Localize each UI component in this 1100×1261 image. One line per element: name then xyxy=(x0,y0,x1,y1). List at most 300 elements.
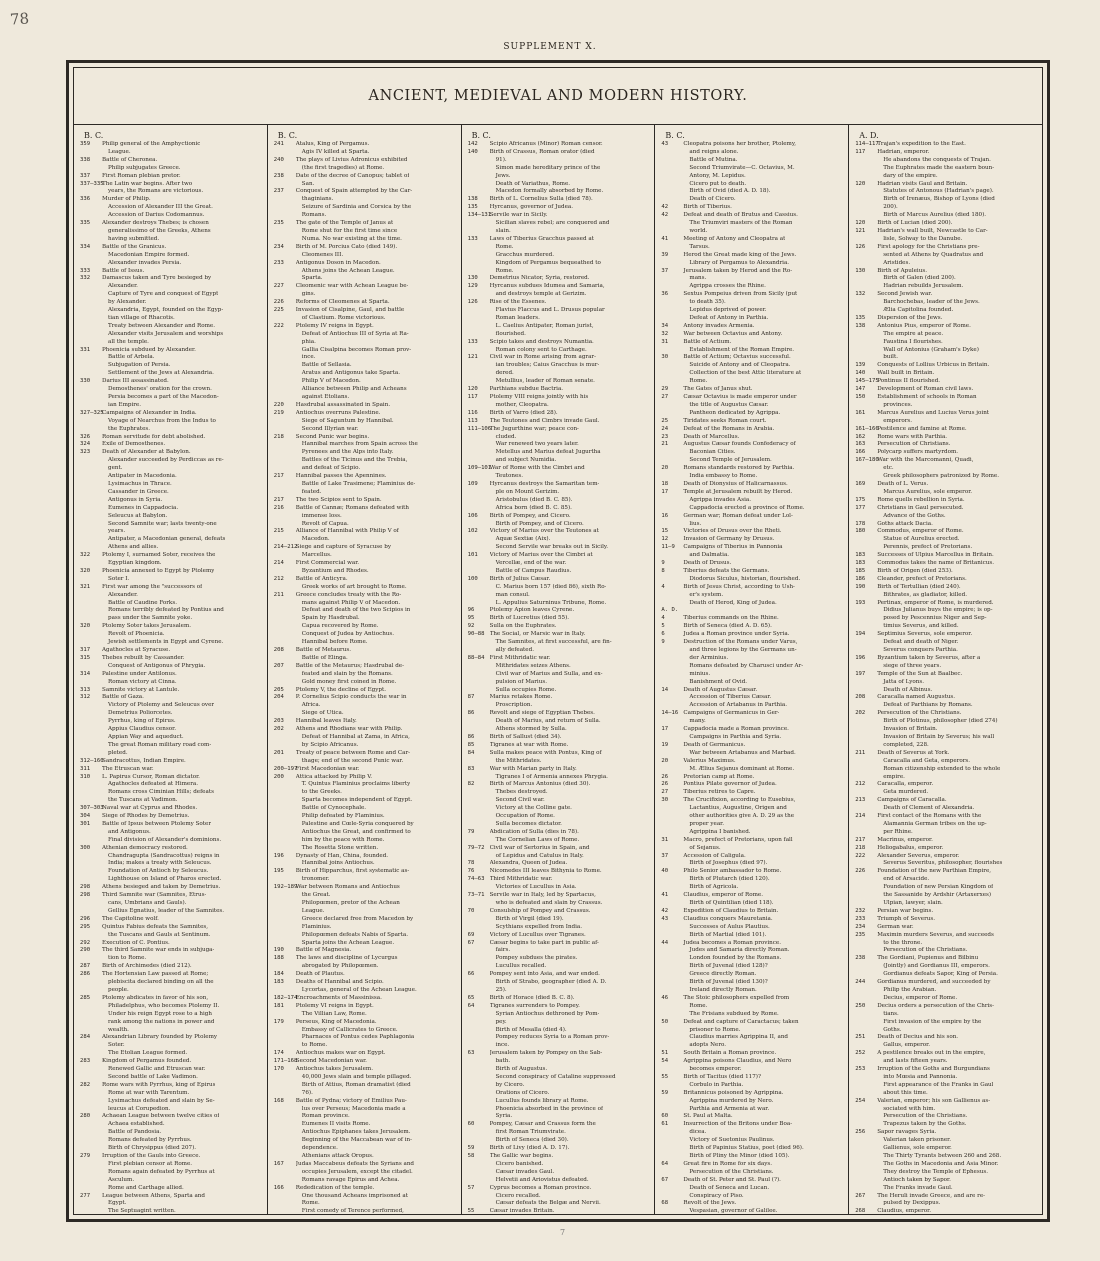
timeline-entry xyxy=(661,979,843,987)
entry-text: First plebian censor at Rome. xyxy=(108,1160,193,1167)
entry-text: feated. xyxy=(301,488,322,495)
entry-text: Seleucus at Babylon. xyxy=(108,512,168,519)
entry-year xyxy=(80,536,102,544)
entry-text: Victory of Marius over the Cimbri at xyxy=(489,552,593,559)
entry-year: 335 xyxy=(80,220,91,227)
timeline-entry xyxy=(80,291,262,299)
timeline-entry xyxy=(855,623,1037,631)
entry-year xyxy=(274,354,296,362)
entry-year xyxy=(661,647,683,655)
entry-year: 218 xyxy=(855,844,866,851)
timeline-entry xyxy=(855,1177,1037,1185)
entry-year: 181 xyxy=(273,1002,284,1009)
timeline-entry xyxy=(274,584,456,592)
entry-text: provinces. xyxy=(883,401,913,408)
entry-year xyxy=(80,489,102,497)
timeline-entry xyxy=(468,521,650,529)
entry-text: The Septuagint written. xyxy=(108,1208,176,1214)
entry-text: Birth of Pliny the Minor (died 105). xyxy=(689,1153,790,1159)
timeline-entry xyxy=(468,173,650,181)
timeline-entry xyxy=(80,1169,262,1177)
entry-text: Antipater, a Macedonian general, defeats xyxy=(108,536,226,543)
timeline-entry xyxy=(661,196,843,204)
entry-text: of Clastium. Rome victorious. xyxy=(301,314,386,321)
timeline-entry xyxy=(855,165,1037,173)
timeline-entry xyxy=(468,1161,650,1169)
entry-text: Rise of the Essenes. xyxy=(489,299,547,306)
entry-year: 254 xyxy=(855,1097,866,1104)
entry-year: 170 xyxy=(273,1066,284,1073)
entry-year: 214—212 xyxy=(273,544,298,551)
entry-text: Gracchus murdered. xyxy=(495,251,555,258)
timeline-entry xyxy=(468,204,650,212)
entry-text: Philip defeated by Flaminius. xyxy=(301,813,385,820)
entry-text: Rome. xyxy=(495,243,514,250)
timeline-entry xyxy=(274,370,456,378)
entry-year: 211 xyxy=(273,591,284,598)
timeline-entry xyxy=(661,1003,843,1011)
entry-text: Chandragupta (Sandracottus) reigns in xyxy=(108,852,220,859)
timeline-entry xyxy=(274,252,456,260)
entry-year: 214 xyxy=(855,813,866,820)
timeline-entry xyxy=(274,607,456,615)
entry-text: Hadrian's wall built, Newcastle to Car- xyxy=(877,227,988,234)
timeline-entry xyxy=(661,600,843,608)
entry-text: Africa. xyxy=(301,702,321,709)
entry-text: They destroy the Temple of Ephesus. xyxy=(883,1168,988,1175)
entry-text: Macrinus, emperor. xyxy=(877,836,933,843)
entry-year xyxy=(80,212,102,220)
timeline-entry xyxy=(274,916,456,924)
entry-year: 171—168 xyxy=(273,1058,298,1065)
timeline-entry xyxy=(855,868,1037,876)
entry-text: Christians in Gaul persecuted. xyxy=(877,504,964,511)
entry-year xyxy=(855,236,877,244)
timeline-entry xyxy=(80,426,262,434)
entry-year xyxy=(274,1137,296,1145)
entry-text: Jewish settlements in Egypt and Cyrene. xyxy=(108,639,224,646)
entry-year: 217 xyxy=(273,496,284,503)
entry-text: Ptolemy VI reigns in Egypt. xyxy=(295,1002,374,1009)
entry-year xyxy=(80,1200,102,1208)
timeline-entry xyxy=(855,600,1037,608)
timeline-entry xyxy=(274,1003,456,1011)
entry-year xyxy=(80,418,102,426)
entry-text: Date of the decree of Canopus; tablet of xyxy=(295,172,410,179)
timeline-entry xyxy=(661,884,843,892)
entry-year xyxy=(661,1208,683,1214)
entry-year xyxy=(274,679,296,687)
entry-year xyxy=(855,513,877,521)
entry-year xyxy=(661,1169,683,1177)
entry-text: Birth of Martial (died 101). xyxy=(689,931,767,938)
entry-text: Revolt of Capua. xyxy=(301,520,349,527)
entry-year xyxy=(274,347,296,355)
entry-year xyxy=(855,821,877,829)
entry-year: 139 xyxy=(855,362,866,369)
entry-year xyxy=(80,750,102,758)
entry-text: Renewed Gallic and Etruscan war. xyxy=(108,1066,206,1073)
entry-year xyxy=(855,607,877,615)
entry-year xyxy=(274,742,296,750)
entry-year: 142 xyxy=(467,141,478,147)
entry-text: occupies Jerusalem, except the citadel. xyxy=(301,1168,413,1175)
entry-year xyxy=(80,204,102,212)
entry-year: 285 xyxy=(80,994,91,1001)
timeline-entry xyxy=(80,932,262,940)
timeline-entry xyxy=(274,821,456,829)
timeline-entry xyxy=(80,315,262,323)
timeline-entry xyxy=(468,1003,650,1011)
timeline-entry xyxy=(468,900,650,908)
entry-year xyxy=(274,268,296,276)
entry-year xyxy=(274,386,296,394)
timeline-entry xyxy=(80,449,262,457)
timeline-entry xyxy=(661,1098,843,1106)
entry-year: 312 xyxy=(80,694,91,701)
entry-text: Battle of Cynocephale. xyxy=(301,805,367,812)
entry-text: Death of Cicero. xyxy=(689,196,736,203)
timeline-entry xyxy=(468,505,650,513)
entry-text: Birth of Juvenal (died 130)? xyxy=(689,979,768,986)
entry-text: other authorities give A. D. 29 as the xyxy=(689,813,795,820)
entry-year: 226 xyxy=(855,868,866,875)
timeline-entry xyxy=(661,544,843,552)
entry-year: 315 xyxy=(80,654,91,661)
entry-year: 73—71 xyxy=(467,892,485,899)
entry-year xyxy=(855,299,877,307)
timeline-entry xyxy=(855,252,1037,260)
entry-text: Foundation of Antioch by Seleucus. xyxy=(108,868,209,875)
entry-year: 234 xyxy=(273,243,284,250)
entry-year xyxy=(855,947,877,955)
entry-year xyxy=(274,600,296,608)
entry-year: 32 xyxy=(661,330,669,337)
entry-text: War between Octavius and Antony. xyxy=(683,330,783,337)
entry-text: flourished. xyxy=(495,330,526,337)
entry-text: Rome quells rebellion in Syria. xyxy=(877,496,965,503)
entry-text: India; makes a treaty with Seleucus. xyxy=(108,860,212,867)
entry-text: Aratus and Antigonus take Sparta. xyxy=(301,370,400,377)
entry-year xyxy=(661,283,683,291)
timeline-entry xyxy=(468,924,650,932)
entry-text: Laws of Tiberius Gracchus passed at xyxy=(489,235,594,242)
timeline-entry xyxy=(274,876,456,884)
timeline-entry xyxy=(468,1200,650,1208)
entry-text: Second Civil war. xyxy=(495,797,545,804)
timeline-entry xyxy=(855,884,1037,892)
entry-year xyxy=(468,323,490,331)
timeline-entry xyxy=(274,987,456,995)
entry-text: Teutones. xyxy=(495,473,523,480)
entry-text: Jatta of Lyons. xyxy=(883,678,924,685)
timeline-entry xyxy=(661,1129,843,1137)
entry-text: Perseus, King of Macedonia. xyxy=(295,1018,377,1025)
timeline-entry xyxy=(855,283,1037,291)
entry-text: Roman victory at Cinna. xyxy=(108,678,177,685)
entry-year: 27 xyxy=(661,789,669,796)
entry-year xyxy=(80,1074,102,1082)
entry-text: Roman province. xyxy=(301,1113,350,1120)
entry-year xyxy=(661,702,683,710)
entry-year: 79 xyxy=(467,828,475,835)
entry-text: Judas Maccabeus defeats the Syrians and xyxy=(295,1160,415,1167)
entry-year xyxy=(855,307,877,315)
entry-year xyxy=(80,742,102,750)
timeline-entry xyxy=(80,639,262,647)
entry-text: Tiberius retires to Capre. xyxy=(683,789,756,796)
entry-text: Byzantium taken by Severus, after a xyxy=(877,654,981,661)
entry-year: 186 xyxy=(855,575,866,582)
entry-text: dependence. xyxy=(301,1145,338,1152)
entry-year: 326 xyxy=(80,433,91,440)
timeline-entry xyxy=(468,750,650,758)
entry-text: Civil war in Rome arising from agrar- xyxy=(489,354,596,361)
entry-year xyxy=(468,1161,490,1169)
timeline-entry xyxy=(80,188,262,196)
entry-text: Agis IV killed at Sparta. xyxy=(301,148,370,155)
timeline-entry xyxy=(661,449,843,457)
timeline-entry xyxy=(80,774,262,782)
entry-text: Invasion of Cisalpine, Gaul, and battle xyxy=(295,307,405,314)
entry-text: The two Scipios sent to Spain. xyxy=(295,496,382,503)
entry-year xyxy=(661,813,683,821)
entry-text: Helvetii and Ariovistus defeated. xyxy=(495,1176,589,1183)
columns-container xyxy=(74,125,1042,1214)
entry-text: thaginians. xyxy=(301,196,334,203)
timeline-entry xyxy=(855,702,1037,710)
timeline-entry xyxy=(274,196,456,204)
entry-text: The Capitoline wolf. xyxy=(102,915,159,922)
entry-year xyxy=(274,394,296,402)
timeline-entry xyxy=(80,1200,262,1208)
entry-year: 233 xyxy=(855,915,866,922)
entry-year xyxy=(80,900,102,908)
entry-year xyxy=(468,268,490,276)
entry-text: built. xyxy=(883,354,898,361)
timeline-entry xyxy=(468,758,650,766)
entry-year xyxy=(855,774,877,782)
entry-year: 311 xyxy=(80,765,91,772)
timeline-entry xyxy=(855,592,1037,600)
entry-year xyxy=(661,165,683,173)
entry-year: 175 xyxy=(855,496,866,503)
timeline-entry xyxy=(274,386,456,394)
entry-year: 24 xyxy=(661,425,669,432)
entry-text: The third Samnite war ends in subjuga- xyxy=(102,947,215,954)
entry-text: lus over Perseus; Macedonia made a xyxy=(301,1105,406,1112)
entry-text: Ptolemy Soter takes Jerusalem. xyxy=(102,623,192,630)
entry-year xyxy=(274,584,296,592)
timeline-entry xyxy=(468,362,650,370)
entry-text: Suicide of Antony and of Cleopatra. xyxy=(689,362,791,369)
timeline-entry xyxy=(80,655,262,663)
entry-text: Rome. xyxy=(495,267,514,274)
timeline-entry xyxy=(661,426,843,434)
entry-year xyxy=(80,734,102,742)
entry-year xyxy=(274,1074,296,1082)
entry-text: Athens stormed by Sulla. xyxy=(495,726,567,733)
entry-text: Antioch taken by Sapor. xyxy=(883,1176,951,1183)
timeline-entry xyxy=(468,726,650,734)
entry-year: 57 xyxy=(467,1184,475,1191)
entry-year: 279 xyxy=(80,1153,91,1159)
timeline-entry xyxy=(274,1161,456,1169)
entry-text: Augustus Cæsar founds Confederacy of xyxy=(683,441,796,448)
entry-year xyxy=(274,734,296,742)
entry-text: Battle of Anticyra. xyxy=(295,575,348,582)
entry-text: Dynasty of Han, China, founded. xyxy=(295,852,389,859)
entry-year: 208 xyxy=(855,694,866,701)
entry-year xyxy=(468,916,490,924)
entry-year xyxy=(661,362,683,370)
entry-text: pulsion of Marius. xyxy=(495,678,547,685)
timeline-entry xyxy=(468,971,650,979)
entry-text: Death of Albinus. xyxy=(883,686,933,693)
entry-text: Hadrian rebuilds Jerusalem. xyxy=(883,283,964,290)
entry-text: Decius orders a persecution of the Chris- xyxy=(877,1002,995,1009)
timeline-entry xyxy=(80,505,262,513)
entry-year: 185 xyxy=(855,567,866,574)
entry-year: 250 xyxy=(855,1002,866,1009)
entry-text: Tigranes I of Armenia annexes Phrygia. xyxy=(495,773,608,780)
entry-text: Battle of Pydna; victory of Emilius Pau- xyxy=(295,1097,407,1104)
entry-year: 190 xyxy=(273,947,284,954)
entry-text: Advance of the Goths. xyxy=(883,512,946,519)
entry-year: 333 xyxy=(80,267,91,274)
entry-text: Kingdom of Pergamus bequeathed to xyxy=(495,259,601,266)
entry-year: 205 xyxy=(273,686,284,693)
timeline-entry xyxy=(855,1137,1037,1145)
entry-text: Development of Roman civil laws. xyxy=(877,386,974,393)
entry-text: Diodorus Siculus, historian, flourished. xyxy=(689,575,801,582)
timeline-entry xyxy=(468,797,650,805)
entry-year: 301 xyxy=(80,820,91,827)
timeline-entry xyxy=(855,892,1037,900)
timeline-entry xyxy=(274,418,456,426)
entry-year xyxy=(274,631,296,639)
entry-text: Persecution of the Christians. xyxy=(883,947,968,954)
entry-year: 68 xyxy=(661,1200,669,1207)
entry-text: Persecution of the Christians. xyxy=(689,1168,774,1175)
timeline-entry xyxy=(80,418,262,426)
entry-text: St. Paul at Malta. xyxy=(683,1113,733,1120)
entry-year: 313 xyxy=(80,686,91,693)
entry-text: Tiberius commands on the Rhine. xyxy=(683,615,779,622)
entry-text: War renewed two years later. xyxy=(495,441,579,448)
entry-year xyxy=(468,1106,490,1114)
entry-year xyxy=(855,623,877,631)
entry-year xyxy=(468,521,490,529)
timeline-entry xyxy=(661,260,843,268)
timeline-entry xyxy=(855,489,1037,497)
entry-text: The Latin war begins. After two xyxy=(102,180,193,187)
timeline-entry xyxy=(855,339,1037,347)
timeline-entry xyxy=(80,457,262,465)
entry-year xyxy=(661,1193,683,1201)
entry-text: Birth of Origen (died 253). xyxy=(877,567,953,574)
entry-year xyxy=(468,505,490,513)
entry-year xyxy=(274,196,296,204)
timeline-entry xyxy=(274,592,456,600)
entry-year: 219 xyxy=(273,409,284,416)
entry-text: Eumenes II visits Rome. xyxy=(301,1121,371,1128)
entry-year: 87 xyxy=(467,694,475,701)
timeline-entry xyxy=(468,497,650,505)
entry-year xyxy=(855,489,877,497)
entry-year xyxy=(661,157,683,165)
entry-year xyxy=(80,473,102,481)
timeline-entry xyxy=(661,1034,843,1042)
entry-text: Gold money first coined in Rome. xyxy=(301,678,397,685)
timeline-entry xyxy=(468,378,650,386)
timeline-entry xyxy=(661,971,843,979)
entry-text: Temple at Jerusalem rebuilt by Herod. xyxy=(683,488,793,495)
entry-text: Rome shut for the first time since xyxy=(301,227,398,234)
entry-text: The Teutones and Cimbrs invade Gaul. xyxy=(489,417,600,424)
entry-year xyxy=(274,1153,296,1161)
entry-year xyxy=(468,560,490,568)
entry-year xyxy=(80,465,102,473)
timeline-entry xyxy=(468,607,650,615)
entry-year: 86 xyxy=(467,710,475,717)
entry-year: 79—72 xyxy=(467,844,485,851)
timeline-entry xyxy=(661,1074,843,1082)
timeline-entry xyxy=(661,829,843,837)
entry-text: The Gallic war begins. xyxy=(489,1153,554,1159)
entry-text: Romans standards restored by Parthia. xyxy=(683,465,795,472)
entry-text: tion to Rome. xyxy=(108,955,147,962)
timeline-entry xyxy=(80,378,262,386)
timeline-entry xyxy=(661,299,843,307)
entry-text: Birth of Chrysippus (died 207). xyxy=(108,1145,197,1152)
timeline-entry xyxy=(468,347,650,355)
entry-year: 129 xyxy=(467,283,478,290)
timeline-entry xyxy=(80,181,262,189)
entry-text: First apology for the Christians pre- xyxy=(877,243,980,250)
entry-year xyxy=(468,1066,490,1074)
entry-text: leucus at Corupedion. xyxy=(108,1105,171,1112)
entry-year: 284 xyxy=(80,1034,91,1041)
entry-text: Execution of C. Pontius. xyxy=(102,939,170,946)
entry-year: 30 xyxy=(661,354,669,361)
timeline-entry xyxy=(468,987,650,995)
entry-text: becomes emperor. xyxy=(689,1066,742,1073)
timeline-entry xyxy=(80,1161,262,1169)
entry-text: Trapezus taken by the Goths. xyxy=(883,1121,967,1128)
timeline-entry xyxy=(661,1169,843,1177)
timeline-entry xyxy=(661,252,843,260)
timeline-entry xyxy=(468,679,650,687)
timeline-entry xyxy=(855,805,1037,813)
entry-year: 114—117 xyxy=(855,141,879,147)
entry-text: many. xyxy=(689,718,706,725)
entry-text: years, the Romans are victorious. xyxy=(108,188,204,195)
entry-year xyxy=(661,876,683,884)
entry-text: Destruction of the Romans under Varus, xyxy=(683,639,798,646)
timeline-entry xyxy=(274,1058,456,1066)
entry-year xyxy=(855,758,877,766)
entry-year: 109 xyxy=(467,480,478,487)
entry-year xyxy=(80,283,102,291)
entry-year xyxy=(274,236,296,244)
timeline-entry xyxy=(468,615,650,623)
timeline-entry xyxy=(855,244,1037,252)
timeline-entry xyxy=(468,426,650,434)
entry-text: Jews. xyxy=(495,172,511,179)
timeline-entry xyxy=(274,924,456,932)
entry-year xyxy=(80,236,102,244)
